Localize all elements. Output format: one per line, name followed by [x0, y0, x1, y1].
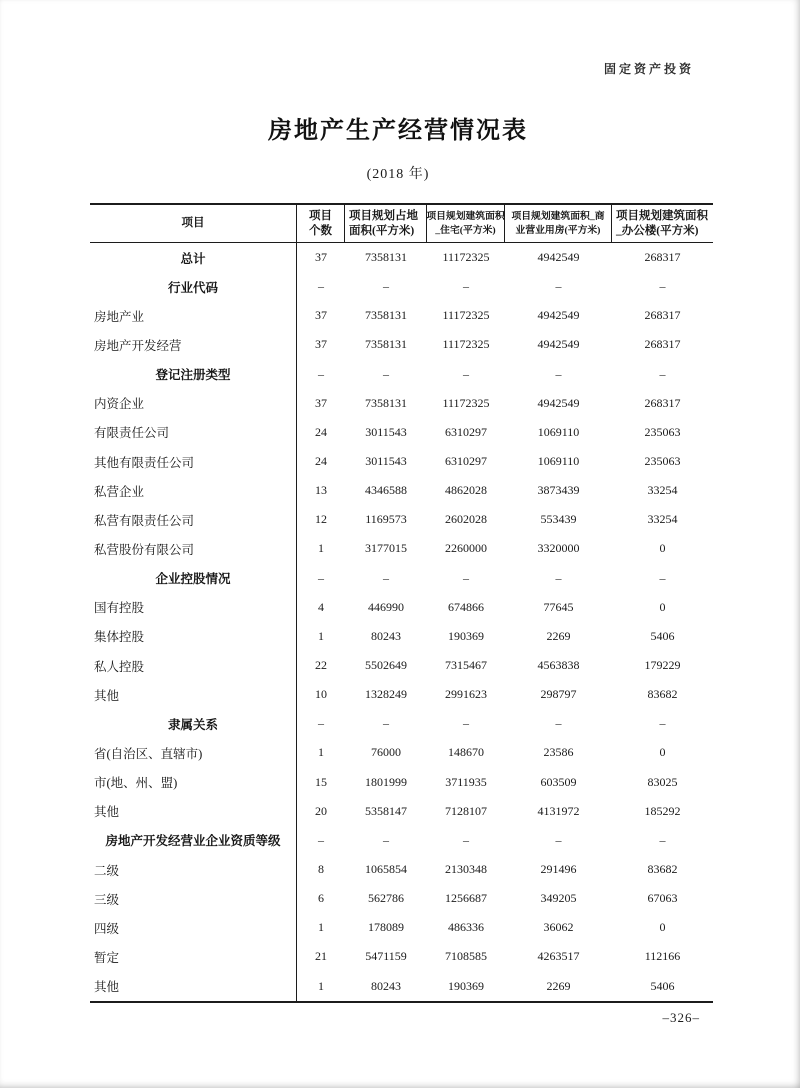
cell-value: 13 [315, 483, 327, 498]
cell-value: 4563838 [537, 658, 580, 673]
row-label: 总计 [90, 243, 297, 272]
cell-value: – [659, 366, 666, 381]
column-header-label: 项目 [309, 209, 332, 222]
cell-value: 4862028 [445, 483, 487, 498]
cell-value: 1256687 [445, 891, 487, 906]
row-label: 二级 [90, 855, 297, 884]
row-label: 房地产业 [90, 301, 297, 330]
cell-value: 1 [318, 978, 324, 993]
table-row [90, 797, 713, 826]
row-label: 暂定 [90, 942, 297, 971]
cell-value: 1065854 [365, 862, 407, 877]
page-subtitle: (2018 年) [366, 167, 430, 182]
cell-value: 20 [315, 803, 327, 818]
table-row [90, 505, 713, 534]
cell-value: 0 [659, 745, 666, 760]
cell-value: 1 [318, 628, 324, 643]
cell-value: 235063 [644, 424, 681, 439]
cell-value: 5358147 [365, 803, 407, 818]
cell-value: 24 [315, 454, 327, 469]
column-header-label: 项目规划建筑面积_商 [511, 210, 605, 222]
row-label: 四级 [90, 913, 297, 942]
row-label: 其他 [90, 680, 297, 709]
cell-value: 562786 [368, 891, 404, 906]
cell-value: 0 [659, 599, 666, 614]
cell-value: – [555, 366, 562, 381]
cell-value: – [318, 279, 324, 294]
table-row [90, 476, 713, 505]
cell-value: 0 [659, 541, 666, 556]
cell-value: 7358131 [365, 250, 407, 265]
cell-value: – [463, 279, 469, 294]
cell-value: – [555, 716, 562, 731]
page-title: 房地产生产经营情况表 [268, 118, 528, 144]
cell-value: 15 [315, 774, 327, 789]
table-row [90, 301, 713, 330]
cell-value: 1069110 [537, 454, 580, 469]
cell-value: 7128107 [445, 803, 487, 818]
cell-value: 76000 [371, 745, 401, 760]
table-row [90, 330, 713, 359]
cell-value: – [463, 716, 469, 731]
cell-value: 1 [318, 541, 324, 556]
cell-value: 674866 [448, 599, 484, 614]
cell-value: 80243 [371, 628, 401, 643]
cell-value: 3711935 [445, 774, 487, 789]
cell-value: 268317 [644, 337, 681, 352]
cell-value: – [318, 366, 324, 381]
cell-value: – [463, 570, 469, 585]
column-header-project-count [297, 205, 345, 242]
table-row [90, 651, 713, 680]
table-section-row [90, 564, 713, 593]
statistics-table [90, 203, 713, 1003]
row-label: 三级 [90, 884, 297, 913]
cell-value: 3011543 [365, 424, 407, 439]
cell-value: – [463, 366, 469, 381]
cell-value: 36062 [543, 920, 574, 935]
row-label: 登记注册类型 [90, 360, 297, 389]
cell-value: 11172325 [442, 337, 490, 352]
row-label: 市(地、州、盟) [90, 768, 297, 797]
table-row [90, 855, 713, 884]
cell-value: 1 [318, 920, 324, 935]
cell-value: 3873439 [537, 483, 580, 498]
row-label: 私营股份有限公司 [90, 534, 297, 563]
table-row [90, 534, 713, 563]
cell-value: 67063 [647, 891, 678, 906]
table-section-row [90, 709, 713, 738]
cell-value: 4942549 [537, 395, 580, 410]
row-label: 企业控股情况 [90, 564, 297, 593]
cell-value: 185292 [644, 803, 681, 818]
cell-value: 235063 [644, 454, 681, 469]
table-row [90, 418, 713, 447]
cell-value: 2991623 [445, 687, 487, 702]
cell-value: 2269 [546, 978, 571, 993]
cell-value: 2269 [546, 628, 571, 643]
cell-value: 12 [315, 512, 327, 527]
row-label: 有限责任公司 [90, 418, 297, 447]
table-row [90, 243, 713, 272]
cell-value: – [555, 570, 562, 585]
row-label: 内资企业 [90, 389, 297, 418]
cell-value: 4131972 [537, 803, 580, 818]
cell-value: 4942549 [537, 250, 580, 265]
row-label: 房地产开发经营业企业资质等级 [90, 826, 297, 855]
cell-value: 148670 [448, 745, 484, 760]
table-section-row [90, 826, 713, 855]
cell-value: – [555, 279, 562, 294]
cell-value: 7358131 [365, 308, 407, 323]
row-label: 省(自治区、直辖市) [90, 738, 297, 767]
cell-value: 11172325 [442, 308, 490, 323]
column-header-label: _办公楼(平方米) [616, 224, 699, 237]
table-body [90, 243, 713, 1001]
table-section-row [90, 360, 713, 389]
cell-value: – [383, 832, 389, 847]
column-header-planned-land-area [345, 205, 427, 242]
cell-value: – [659, 570, 666, 585]
column-header-label: 业营业用房(平方米) [515, 224, 601, 236]
cell-value: 179229 [644, 658, 681, 673]
cell-value: – [318, 570, 324, 585]
cell-value: 21 [315, 949, 327, 964]
row-label: 私营企业 [90, 476, 297, 505]
column-header-label: 面积(平方米) [349, 224, 415, 237]
cell-value: 10 [315, 687, 327, 702]
cell-value: – [659, 279, 666, 294]
row-label: 其他有限责任公司 [90, 447, 297, 476]
cell-value: 22 [315, 658, 327, 673]
cell-value: – [555, 832, 562, 847]
cell-value: 7108585 [445, 949, 487, 964]
row-label: 私人控股 [90, 651, 297, 680]
table-row [90, 738, 713, 767]
column-header-item [90, 205, 297, 242]
column-header-label: _住宅(平方米) [435, 224, 496, 236]
cell-value: 190369 [448, 628, 484, 643]
table-row [90, 593, 713, 622]
column-header-label: 项目规划建筑面积 [616, 209, 708, 222]
table-row [90, 942, 713, 971]
table-row [90, 913, 713, 942]
cell-value: 291496 [540, 862, 577, 877]
cell-value: 37 [315, 337, 327, 352]
column-header-planned-floor-commercial [505, 205, 612, 242]
cell-value: 268317 [644, 308, 681, 323]
cell-value: 268317 [644, 250, 681, 265]
cell-value: 7358131 [365, 395, 407, 410]
cell-value: 83682 [647, 862, 678, 877]
cell-value: 486336 [448, 920, 484, 935]
cell-value: 6310297 [445, 424, 487, 439]
cell-value: 4 [318, 599, 324, 614]
cell-value: 5406 [650, 628, 675, 643]
column-header-planned-floor-office [612, 205, 713, 242]
table-header-row [90, 205, 713, 243]
cell-value: 298797 [540, 687, 577, 702]
cell-value: 2260000 [445, 541, 487, 556]
cell-value: 112166 [644, 949, 681, 964]
cell-value: 446990 [368, 599, 404, 614]
cell-value: – [383, 279, 389, 294]
cell-value: 268317 [644, 395, 681, 410]
cell-value: 7358131 [365, 337, 407, 352]
column-header-planned-floor-residential [427, 205, 505, 242]
column-header-label: 个数 [309, 224, 332, 237]
table-row [90, 389, 713, 418]
running-head: 固定资产投资 [603, 62, 694, 76]
cell-value: 37 [315, 308, 327, 323]
cell-value: 37 [315, 250, 327, 265]
cell-value: 0 [659, 920, 666, 935]
column-header-label: 项目 [181, 217, 205, 229]
cell-value: – [383, 716, 389, 731]
cell-value: – [463, 832, 469, 847]
cell-value: 603509 [540, 774, 577, 789]
row-label: 国有控股 [90, 593, 297, 622]
cell-value: 83025 [647, 774, 678, 789]
cell-value: 33254 [647, 483, 678, 498]
column-header-label: 项目规划占地 [349, 209, 418, 222]
cell-value: – [383, 570, 389, 585]
cell-value: 23586 [543, 745, 574, 760]
table-row [90, 622, 713, 651]
cell-value: 2130348 [445, 862, 487, 877]
cell-value: 4263517 [537, 949, 580, 964]
table-row [90, 972, 713, 1001]
cell-value: 2602028 [445, 512, 487, 527]
cell-value: 11172325 [442, 395, 490, 410]
cell-value: 4942549 [537, 337, 580, 352]
row-label: 其他 [90, 797, 297, 826]
cell-value: 1069110 [537, 424, 580, 439]
cell-value: 5502649 [365, 658, 407, 673]
cell-value: 8 [318, 862, 324, 877]
cell-value: 4942549 [537, 308, 580, 323]
cell-value: 80243 [371, 978, 401, 993]
page-number: –326– [662, 1010, 700, 1025]
row-label: 其他 [90, 972, 297, 1001]
cell-value: 83682 [647, 687, 678, 702]
cell-value: 4346588 [365, 483, 407, 498]
cell-value: 6310297 [445, 454, 487, 469]
cell-value: 553439 [540, 512, 577, 527]
row-label: 集体控股 [90, 622, 297, 651]
cell-value: 1 [318, 745, 324, 760]
cell-value: 77645 [543, 599, 574, 614]
table-row [90, 768, 713, 797]
cell-value: 1328249 [365, 687, 407, 702]
cell-value: 349205 [540, 891, 577, 906]
cell-value: 1169573 [365, 512, 407, 527]
cell-value: 190369 [448, 978, 484, 993]
cell-value: 3011543 [365, 454, 407, 469]
cell-value: 3320000 [537, 541, 580, 556]
table-section-row [90, 272, 713, 301]
cell-value: 3177015 [365, 541, 407, 556]
table-row [90, 680, 713, 709]
cell-value: – [383, 366, 389, 381]
cell-value: 5406 [650, 978, 675, 993]
row-label: 私营有限责任公司 [90, 505, 297, 534]
cell-value: 6 [318, 891, 324, 906]
cell-value: 33254 [647, 512, 678, 527]
column-header-label: 项目规划建筑面积 [426, 210, 505, 222]
cell-value: – [659, 716, 666, 731]
row-label: 行业代码 [90, 272, 297, 301]
row-label: 房地产开发经营 [90, 330, 297, 359]
cell-value: 1801999 [365, 774, 407, 789]
cell-value: 7315467 [445, 658, 487, 673]
cell-value: 11172325 [442, 250, 490, 265]
table-row [90, 884, 713, 913]
cell-value: – [318, 832, 324, 847]
cell-value: 178089 [368, 920, 404, 935]
cell-value: 24 [315, 424, 327, 439]
cell-value: – [318, 716, 324, 731]
cell-value: 37 [315, 395, 327, 410]
row-label: 隶属关系 [90, 709, 297, 738]
cell-value: 5471159 [365, 949, 407, 964]
cell-value: – [659, 832, 666, 847]
table-row [90, 447, 713, 476]
